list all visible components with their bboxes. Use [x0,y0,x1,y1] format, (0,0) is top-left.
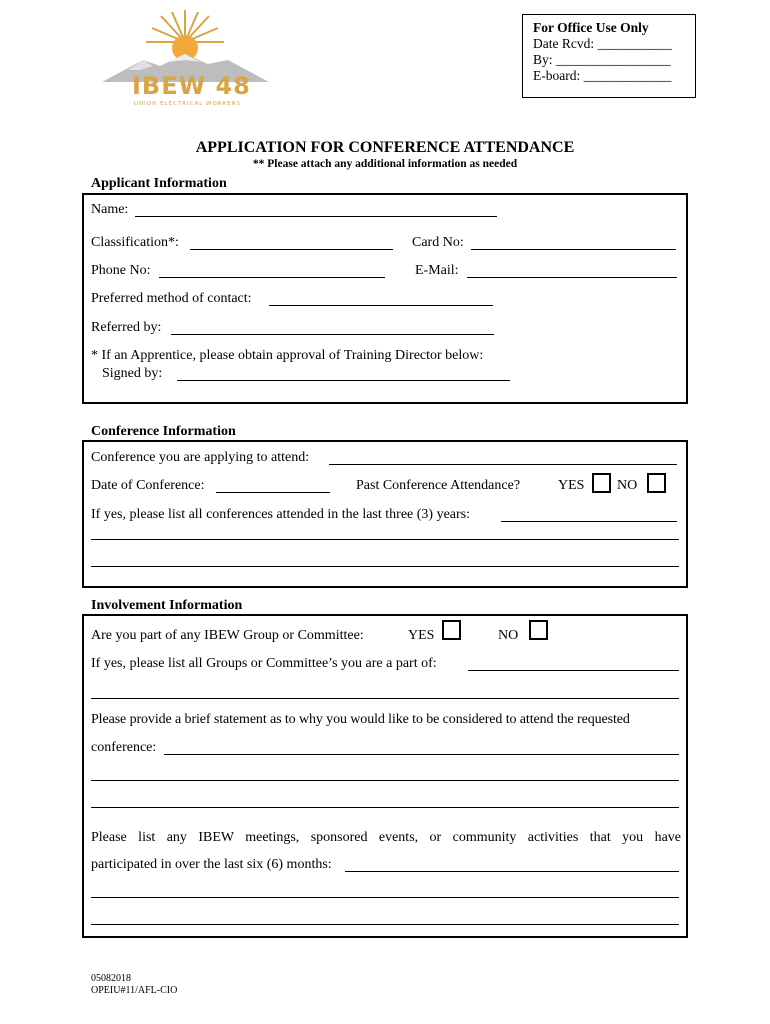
past-conferences-label: If yes, please list all conferences attended in the last three (3) years: [91,507,471,522]
statement-line-2[interactable] [91,780,679,781]
conference-attend-label: Conference you are applying to attend: [91,450,310,465]
meetings-label-2: participated in over the last six (6) months: [91,857,332,872]
classification-field[interactable] [190,249,393,250]
committee-yes-checkbox[interactable] [442,620,461,640]
past-yes-label: YES [558,478,585,493]
statement-line-3[interactable] [91,807,679,808]
footer-code: 05082018 [91,973,131,984]
past-no-checkbox[interactable] [647,473,666,493]
meetings-line-2[interactable] [91,897,679,898]
apprentice-note: * If an Apprentice, please obtain approval of Training Director below: [91,348,484,363]
committee-list-label: If yes, please list all Groups or Committee’s you are a part of: [91,656,437,671]
referred-label: Referred by: [91,320,162,335]
ibew-logo [98,4,273,112]
applicant-heading: Applicant Information [91,176,227,191]
conference-date-label: Date of Conference: [91,478,205,493]
referred-field[interactable] [171,334,494,335]
statement-field[interactable] [164,754,679,755]
by-field: By: _________________ [533,52,671,67]
past-yes-checkbox[interactable] [592,473,611,493]
meetings-label-1: Please list any IBEW meetings, sponsored events, or community activities that you have [91,830,681,845]
eboard-field: E-board: _____________ [533,68,672,83]
footer-union: OPEIU#11/AFL-CIO [91,985,178,996]
statement-label-1: Please provide a brief statement as to why you would like to be considered to attend the requested [91,712,630,727]
card-no-label: Card No: [412,235,464,250]
past-no-label: NO [617,478,638,493]
past-conferences-field[interactable] [501,521,677,522]
involvement-heading: Involvement Information [91,598,243,613]
logo-text: IBEW 48 [132,72,251,100]
card-no-field[interactable] [471,249,676,250]
classification-label: Classification*: [91,235,179,250]
date-received-field: Date Rcvd: ___________ [533,36,672,51]
email-field[interactable] [467,277,677,278]
conference-date-field[interactable] [216,492,330,493]
conference-attend-field[interactable] [329,464,677,465]
logo-subtext: UNION ELECTRICAL WORKERS [134,101,242,107]
signed-field[interactable] [177,380,510,381]
email-label: E-Mail: [415,263,459,278]
committee-no-checkbox[interactable] [529,620,548,640]
statement-label-2: conference: [91,740,157,755]
name-field[interactable] [135,216,497,217]
signed-label: Signed by: [102,366,163,381]
past-attendance-label: Past Conference Attendance? [356,478,521,493]
committee-yes-label: YES [408,628,435,643]
past-conferences-line-3[interactable] [91,566,679,567]
committee-list-field[interactable] [468,670,679,671]
committee-list-line-2[interactable] [91,698,679,699]
phone-field[interactable] [159,277,385,278]
conference-heading: Conference Information [91,424,236,439]
committee-question: Are you part of any IBEW Group or Committee: [91,628,364,643]
phone-label: Phone No: [91,263,151,278]
office-use-box [522,14,696,98]
contact-label: Preferred method of contact: [91,291,252,306]
office-use-title: For Office Use Only [533,20,649,35]
name-label: Name: [91,202,129,217]
form-subtitle: ** Please attach any additional information as needed [252,158,518,170]
meetings-line-3[interactable] [91,924,679,925]
committee-no-label: NO [498,628,519,643]
contact-field[interactable] [269,305,493,306]
form-title: APPLICATION FOR CONFERENCE ATTENDANCE [195,139,575,156]
meetings-field[interactable] [345,871,679,872]
past-conferences-line-2[interactable] [91,539,679,540]
